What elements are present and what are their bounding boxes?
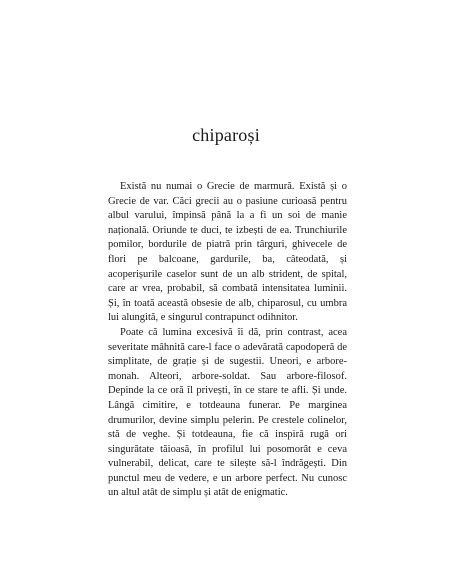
chapter-title: chiparoși — [192, 125, 260, 145]
chapter-body — [108, 180, 347, 501]
paragraph-1: Există nu numai o Grecie de marmură. Există și o Grecie de var. Căci grecii au o pasiune curioasă pentru albul varului, împinsă până la a fi un soi de manie națională. Oriunde te duci, te izbești de ea. Trunchiurile pomilor, bordurile de piatră prin târguri, ghivecele de flori pe balcoane, gardurile, ba, câteodată, și acoperișurile caselor sunt de un alb strident, de spital, care ar vrea, probabil, să combată intensitatea luminii. Și, în toată această obsesie de alb, chiparosul, cu umbra lui alungită, e singurul contrapunct odihnitor. — [108, 181, 347, 324]
paragraph-2: Poate că lumina excesivă îi dă, prin contrast, acea severitate mâhnită care-l face o adevărată capodoperă de simplitate, de grație și de sugestii. Uneori, e arbore-monah. Alteori, arbore-soldat. Sau arbore-filosof. Depinde la ce oră îl privești, în ce stare te afli. Și unde. Lângă cimitire, e totdeauna funerar. Pe marginea drumurilor, devine simplu pelerin. Pe crestele colinelor, stă de veghe. Și totdeauna, fie că inspiră rugă ori singurătate tăioasă, în profilul lui posomorât e ceva vulnerabil, delicat, care te silește să-l îndrăgești. Din punctul meu de vedere, e un arbore perfect. Nu cunosc un altul atât de simplu și atât de enigmatic. — [108, 326, 347, 499]
